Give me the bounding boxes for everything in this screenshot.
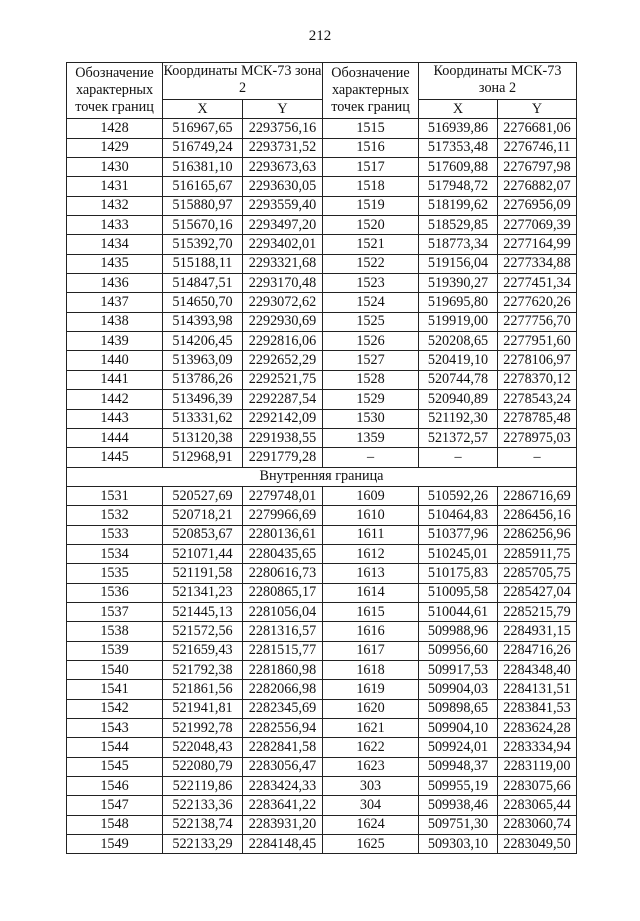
table-cell-point-id: 1440 (67, 351, 163, 370)
table-row (67, 486, 577, 505)
table-cell-point-id: 1536 (67, 583, 163, 602)
table-cell-y-coord: 2292287,54 (243, 390, 323, 409)
table-cell-point-id: 1549 (67, 835, 163, 854)
table-cell-point-id: 1430 (67, 158, 163, 177)
table-cell-y-coord: 2285427,04 (498, 583, 577, 602)
table-cell-y-coord: 2283075,66 (498, 777, 577, 796)
table-cell-x-coord: 520718,21 (163, 506, 243, 525)
table-cell-point-id: – (323, 448, 419, 467)
table-cell-y-coord: 2277069,39 (498, 216, 577, 235)
table-cell-y-coord: 2280435,65 (243, 544, 323, 563)
page-number: 212 (308, 28, 332, 44)
table-cell-y-coord: 2280136,61 (243, 525, 323, 544)
table-cell-y-coord: 2277620,26 (498, 293, 577, 312)
table-cell-x-coord: 514393,98 (163, 312, 243, 331)
x-header-right: X (419, 100, 498, 119)
table-row (67, 177, 577, 196)
table-row (67, 699, 577, 718)
table-row (67, 293, 577, 312)
table-cell-y-coord: 2277756,70 (498, 312, 577, 331)
table-cell-y-coord: 2292930,69 (243, 312, 323, 331)
table-cell-x-coord: 522138,74 (163, 815, 243, 834)
table-cell-y-coord: 2278543,24 (498, 390, 577, 409)
table-row (67, 564, 577, 583)
table-cell-x-coord: 520744,78 (419, 370, 498, 389)
table-row (67, 390, 577, 409)
table-row (67, 506, 577, 525)
table-cell-point-id: 1523 (323, 274, 419, 293)
table-row (67, 274, 577, 293)
table-cell-point-id: 1541 (67, 680, 163, 699)
table-cell-point-id: 1612 (323, 544, 419, 563)
table-cell-x-coord: 521341,23 (163, 583, 243, 602)
table-cell-x-coord: 519695,80 (419, 293, 498, 312)
table-cell-y-coord: 2283841,53 (498, 699, 577, 718)
table-cell-x-coord: 521445,13 (163, 602, 243, 621)
table-cell-y-coord: 2276797,98 (498, 158, 577, 177)
table-cell-point-id: 1537 (67, 602, 163, 621)
table-cell-point-id: 1525 (323, 312, 419, 331)
table-cell-x-coord: 521191,58 (163, 564, 243, 583)
table-cell-x-coord: 521572,56 (163, 622, 243, 641)
table-cell-y-coord: 2285911,75 (498, 544, 577, 563)
table-cell-x-coord: 515670,16 (163, 216, 243, 235)
table-cell-point-id: 1442 (67, 390, 163, 409)
table-cell-x-coord: 521792,38 (163, 660, 243, 679)
table-cell-point-id: 1522 (323, 254, 419, 273)
table-cell-point-id: 1443 (67, 409, 163, 428)
table-cell-x-coord: 515880,97 (163, 196, 243, 215)
table-cell-y-coord: 2278785,48 (498, 409, 577, 428)
table-cell-point-id: 1518 (323, 177, 419, 196)
table-cell-y-coord: 2281515,77 (243, 641, 323, 660)
table-cell-x-coord: 522080,79 (163, 757, 243, 776)
table-cell-x-coord: 512968,91 (163, 448, 243, 467)
table-cell-x-coord: 510095,58 (419, 583, 498, 602)
coord-group-header-left: Координаты МСК-73 зона 2 (163, 63, 323, 100)
table-cell-x-coord: 514650,70 (163, 293, 243, 312)
table-row (67, 196, 577, 215)
table-cell-y-coord: 2286256,96 (498, 525, 577, 544)
table-cell-y-coord: 2278975,03 (498, 428, 577, 447)
table-cell-x-coord: 514847,51 (163, 274, 243, 293)
table-cell-y-coord: 2291938,55 (243, 428, 323, 447)
table-cell-x-coord: 519919,00 (419, 312, 498, 331)
table-cell-point-id: 1445 (67, 448, 163, 467)
table-cell-point-id: 1436 (67, 274, 163, 293)
table-cell-point-id: 1543 (67, 719, 163, 738)
table-cell-point-id: 1432 (67, 196, 163, 215)
table-cell-point-id: 1614 (323, 583, 419, 602)
table-cell-x-coord: 517948,72 (419, 177, 498, 196)
table-row (67, 757, 577, 776)
table-cell-point-id: 1618 (323, 660, 419, 679)
table-cell-point-id: 304 (323, 796, 419, 815)
table-cell-point-id: 1527 (323, 351, 419, 370)
table-row (67, 235, 577, 254)
table-cell-x-coord: 510377,96 (419, 525, 498, 544)
table-cell-x-coord: 518773,34 (419, 235, 498, 254)
table-row (67, 370, 577, 389)
table-cell-point-id: 1530 (323, 409, 419, 428)
table-cell-x-coord: 515392,70 (163, 235, 243, 254)
table-cell-x-coord: 510464,83 (419, 506, 498, 525)
table-row (67, 738, 577, 757)
table-cell-y-coord: 2277451,34 (498, 274, 577, 293)
table-cell-y-coord: 2282841,58 (243, 738, 323, 757)
table-cell-y-coord: 2279966,69 (243, 506, 323, 525)
x-header-left: X (163, 100, 243, 119)
table-cell-y-coord: 2293170,48 (243, 274, 323, 293)
table-cell-y-coord: 2277951,60 (498, 332, 577, 351)
table-cell-x-coord: 510175,83 (419, 564, 498, 583)
table-cell-point-id: 1516 (323, 138, 419, 157)
table-cell-x-coord: 522133,36 (163, 796, 243, 815)
table-cell-x-coord: 509904,10 (419, 719, 498, 738)
table-cell-point-id: 1520 (323, 216, 419, 235)
table-cell-point-id: 1433 (67, 216, 163, 235)
table-cell-point-id: 1444 (67, 428, 163, 447)
table-cell-y-coord: 2283056,47 (243, 757, 323, 776)
table-cell-x-coord: 517353,48 (419, 138, 498, 157)
table-cell-point-id: 1439 (67, 332, 163, 351)
table-cell-point-id: 1519 (323, 196, 419, 215)
table-row (67, 332, 577, 351)
coordinates-table (66, 62, 577, 854)
table-cell-point-id: 1435 (67, 254, 163, 273)
table-cell-y-coord: 2293673,63 (243, 158, 323, 177)
table-cell-y-coord: 2285705,75 (498, 564, 577, 583)
table-cell-point-id: 1622 (323, 738, 419, 757)
table-cell-x-coord: 515188,11 (163, 254, 243, 273)
table-cell-point-id: 1438 (67, 312, 163, 331)
table-cell-point-id: 1517 (323, 158, 419, 177)
table-cell-point-id: 1539 (67, 641, 163, 660)
table-cell-x-coord: 513496,39 (163, 390, 243, 409)
table-cell-point-id: 1610 (323, 506, 419, 525)
table-cell-y-coord: 2283119,00 (498, 757, 577, 776)
table-cell-point-id: 1616 (323, 622, 419, 641)
table-cell-x-coord: 509924,01 (419, 738, 498, 757)
table-cell-y-coord: 2292816,06 (243, 332, 323, 351)
table-cell-x-coord: 516165,67 (163, 177, 243, 196)
table-cell-x-coord: 521861,56 (163, 680, 243, 699)
table-cell-y-coord: 2284348,40 (498, 660, 577, 679)
table-row (67, 312, 577, 331)
table-cell-y-coord: 2281056,04 (243, 602, 323, 621)
table-cell-point-id: 1547 (67, 796, 163, 815)
table-cell-y-coord: 2278370,12 (498, 370, 577, 389)
table-cell-point-id: 303 (323, 777, 419, 796)
table-row (67, 409, 577, 428)
table-cell-point-id: 1619 (323, 680, 419, 699)
table-cell-x-coord: 521071,44 (163, 544, 243, 563)
table-cell-point-id: 1534 (67, 544, 163, 563)
table-cell-point-id: 1434 (67, 235, 163, 254)
table-cell-point-id: 1529 (323, 390, 419, 409)
table-row (67, 583, 577, 602)
table-cell-x-coord: 509904,03 (419, 680, 498, 699)
table-cell-point-id: 1528 (323, 370, 419, 389)
table-cell-point-id: 1441 (67, 370, 163, 389)
table-row (67, 796, 577, 815)
table-cell-point-id: 1624 (323, 815, 419, 834)
table-row (67, 777, 577, 796)
table-cell-x-coord: 517609,88 (419, 158, 498, 177)
table-cell-x-coord: 520940,89 (419, 390, 498, 409)
table-row (67, 835, 577, 854)
table-cell-x-coord: 509303,10 (419, 835, 498, 854)
table-row (67, 119, 577, 138)
table-cell-point-id: 1617 (323, 641, 419, 660)
table-cell-x-coord: 510592,26 (419, 486, 498, 505)
table-cell-y-coord: 2293321,68 (243, 254, 323, 273)
table-cell-y-coord: 2283049,50 (498, 835, 577, 854)
table-cell-point-id: 1625 (323, 835, 419, 854)
table-cell-y-coord: 2282345,69 (243, 699, 323, 718)
table-cell-y-coord: 2292652,29 (243, 351, 323, 370)
table-cell-y-coord: 2283931,20 (243, 815, 323, 834)
table-cell-y-coord: 2282556,94 (243, 719, 323, 738)
section-row (67, 467, 577, 486)
table-cell-x-coord: 519390,27 (419, 274, 498, 293)
table-cell-x-coord: 520527,69 (163, 486, 243, 505)
table-cell-point-id: 1533 (67, 525, 163, 544)
table-cell-point-id: 1623 (323, 757, 419, 776)
table-cell-y-coord: 2286456,16 (498, 506, 577, 525)
section-title: Внутренняя граница (67, 467, 577, 486)
table-cell-point-id: 1524 (323, 293, 419, 312)
table-cell-point-id: 1526 (323, 332, 419, 351)
table-cell-x-coord: 521659,43 (163, 641, 243, 660)
table-cell-point-id: 1359 (323, 428, 419, 447)
table-cell-x-coord: 514206,45 (163, 332, 243, 351)
table-cell-x-coord: 520208,65 (419, 332, 498, 351)
table-cell-x-coord: 513331,62 (163, 409, 243, 428)
table-cell-x-coord: 509955,19 (419, 777, 498, 796)
table-cell-point-id: 1531 (67, 486, 163, 505)
table-cell-point-id: 1545 (67, 757, 163, 776)
table-cell-point-id: 1521 (323, 235, 419, 254)
point-label-header-left: Обозначение характерных точек границ (67, 63, 163, 119)
table-body (67, 119, 577, 854)
table-cell-x-coord: 516749,24 (163, 138, 243, 157)
table-row (67, 544, 577, 563)
table-cell-point-id: 1515 (323, 119, 419, 138)
table-cell-point-id: 1428 (67, 119, 163, 138)
table-cell-x-coord: 516381,10 (163, 158, 243, 177)
table-cell-x-coord: 518199,62 (419, 196, 498, 215)
table-cell-x-coord: 509751,30 (419, 815, 498, 834)
table-row (67, 525, 577, 544)
table-cell-y-coord: 2283060,74 (498, 815, 577, 834)
table-row (67, 158, 577, 177)
table-cell-x-coord: 521941,81 (163, 699, 243, 718)
table-cell-y-coord: 2291779,28 (243, 448, 323, 467)
table-cell-x-coord: 509917,53 (419, 660, 498, 679)
table-cell-point-id: 1621 (323, 719, 419, 738)
table-cell-y-coord: 2281860,98 (243, 660, 323, 679)
table-header-row (67, 63, 577, 100)
table-cell-y-coord: 2286716,69 (498, 486, 577, 505)
table-cell-x-coord: 513120,38 (163, 428, 243, 447)
table-cell-x-coord: 518529,85 (419, 216, 498, 235)
table-cell-y-coord: 2282066,98 (243, 680, 323, 699)
table-row (67, 602, 577, 621)
table-cell-y-coord: 2284148,45 (243, 835, 323, 854)
table-cell-point-id: 1544 (67, 738, 163, 757)
table-cell-point-id: 1611 (323, 525, 419, 544)
table-cell-y-coord: 2283334,94 (498, 738, 577, 757)
table-cell-x-coord: 521192,30 (419, 409, 498, 428)
table-row (67, 815, 577, 834)
table-cell-x-coord: 510245,01 (419, 544, 498, 563)
table-cell-x-coord: 522133,29 (163, 835, 243, 854)
table-cell-x-coord: 522048,43 (163, 738, 243, 757)
table-cell-y-coord: – (498, 448, 577, 467)
table-cell-y-coord: 2278106,97 (498, 351, 577, 370)
table-row (67, 351, 577, 370)
table-row (67, 254, 577, 273)
table-cell-x-coord: 509948,37 (419, 757, 498, 776)
table-cell-point-id: 1437 (67, 293, 163, 312)
table-cell-y-coord: 2281316,57 (243, 622, 323, 641)
table-cell-y-coord: 2283641,22 (243, 796, 323, 815)
table-cell-x-coord: 520419,10 (419, 351, 498, 370)
table-cell-x-coord: 516967,65 (163, 119, 243, 138)
table-cell-y-coord: 2293756,16 (243, 119, 323, 138)
y-header-right: Y (498, 100, 577, 119)
table-cell-point-id: 1609 (323, 486, 419, 505)
table-cell-x-coord: 522119,86 (163, 777, 243, 796)
table-cell-x-coord: 513963,09 (163, 351, 243, 370)
table-cell-y-coord: 2280865,17 (243, 583, 323, 602)
table-cell-point-id: 1535 (67, 564, 163, 583)
table-cell-point-id: 1429 (67, 138, 163, 157)
table-cell-x-coord: 509938,46 (419, 796, 498, 815)
table-cell-x-coord: 513786,26 (163, 370, 243, 389)
table-cell-x-coord: 509988,96 (419, 622, 498, 641)
table-cell-y-coord: 2284716,26 (498, 641, 577, 660)
table-cell-x-coord: 516939,86 (419, 119, 498, 138)
coord-group-header-right: Координаты МСК-73 зона 2 (419, 63, 577, 100)
table-row (67, 138, 577, 157)
table-cell-y-coord: 2293402,01 (243, 235, 323, 254)
table-cell-y-coord: 2283624,28 (498, 719, 577, 738)
table-cell-y-coord: 2283065,44 (498, 796, 577, 815)
table-cell-y-coord: 2277334,88 (498, 254, 577, 273)
table-cell-point-id: 1546 (67, 777, 163, 796)
table-cell-y-coord: 2276882,07 (498, 177, 577, 196)
table-cell-point-id: 1542 (67, 699, 163, 718)
table-cell-x-coord: 521992,78 (163, 719, 243, 738)
table-row (67, 428, 577, 447)
table-cell-y-coord: 2293072,62 (243, 293, 323, 312)
table-row (67, 622, 577, 641)
table-cell-x-coord: 510044,61 (419, 602, 498, 621)
table-cell-point-id: 1540 (67, 660, 163, 679)
table-cell-y-coord: 2279748,01 (243, 486, 323, 505)
table-cell-point-id: 1548 (67, 815, 163, 834)
table-cell-y-coord: 2283424,33 (243, 777, 323, 796)
table-cell-y-coord: 2276956,09 (498, 196, 577, 215)
table-cell-y-coord: 2276681,06 (498, 119, 577, 138)
table-cell-x-coord: 519156,04 (419, 254, 498, 273)
table-cell-y-coord: 2285215,79 (498, 602, 577, 621)
table-cell-x-coord: – (419, 448, 498, 467)
table-cell-y-coord: 2280616,73 (243, 564, 323, 583)
table-cell-y-coord: 2292521,75 (243, 370, 323, 389)
table-cell-y-coord: 2276746,11 (498, 138, 577, 157)
table-cell-y-coord: 2293731,52 (243, 138, 323, 157)
table-cell-x-coord: 520853,67 (163, 525, 243, 544)
table-cell-y-coord: 2284931,15 (498, 622, 577, 641)
table-cell-y-coord: 2292142,09 (243, 409, 323, 428)
table-cell-y-coord: 2284131,51 (498, 680, 577, 699)
table-row (67, 216, 577, 235)
y-header-left: Y (243, 100, 323, 119)
table-cell-x-coord: 509898,65 (419, 699, 498, 718)
table-row (67, 680, 577, 699)
table-cell-point-id: 1620 (323, 699, 419, 718)
table-cell-x-coord: 521372,57 (419, 428, 498, 447)
table-cell-point-id: 1431 (67, 177, 163, 196)
table-cell-y-coord: 2293630,05 (243, 177, 323, 196)
table-cell-x-coord: 509956,60 (419, 641, 498, 660)
table-cell-point-id: 1532 (67, 506, 163, 525)
point-label-header-right: Обозначение характерных точек границ (323, 63, 419, 119)
table-cell-point-id: 1613 (323, 564, 419, 583)
table-cell-y-coord: 2277164,99 (498, 235, 577, 254)
table-row (67, 719, 577, 738)
table-row (67, 660, 577, 679)
table-row (67, 641, 577, 660)
table-cell-y-coord: 2293559,40 (243, 196, 323, 215)
table-cell-point-id: 1615 (323, 602, 419, 621)
table-row (67, 448, 577, 467)
table-cell-y-coord: 2293497,20 (243, 216, 323, 235)
table-cell-point-id: 1538 (67, 622, 163, 641)
